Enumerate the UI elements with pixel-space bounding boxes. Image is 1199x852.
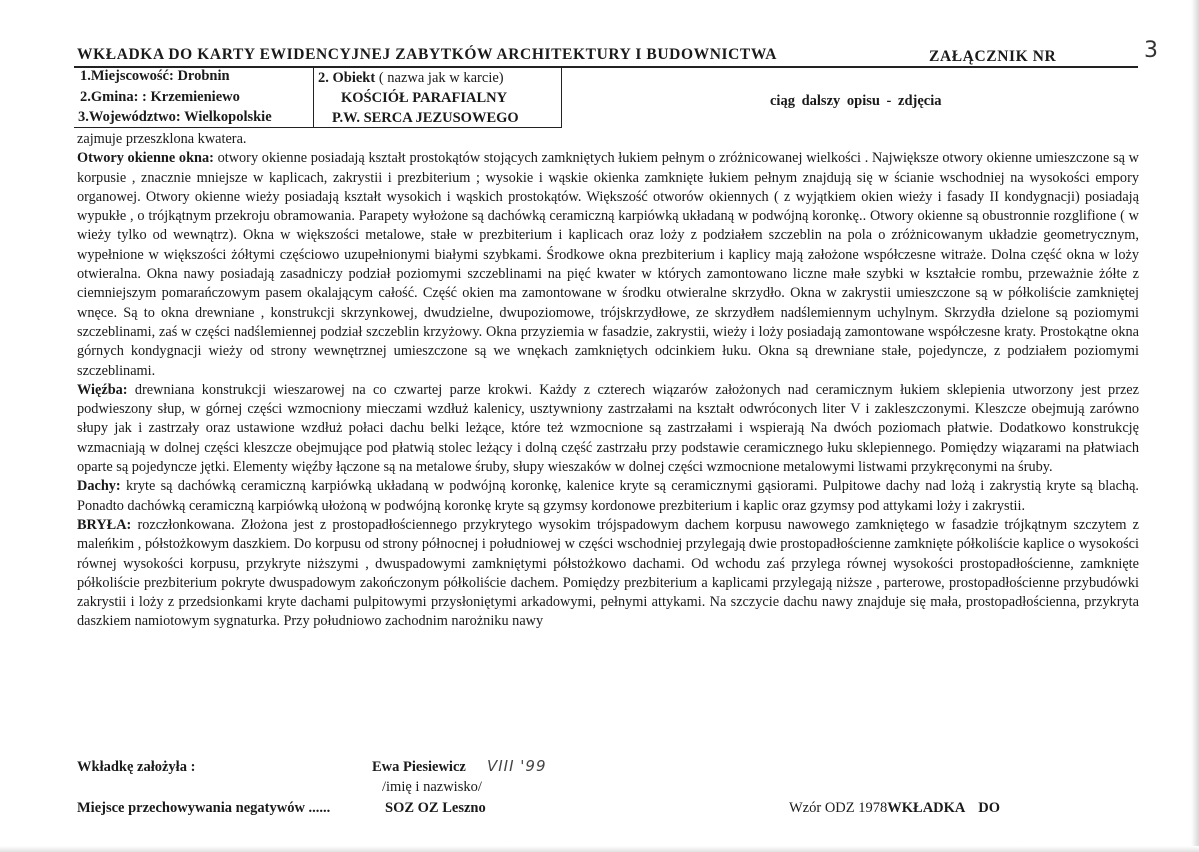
roofs-paragraph — [77, 477, 1139, 516]
object-box — [314, 68, 562, 127]
header-box-bottom-rule — [74, 127, 562, 128]
windows-text: otwory okienne posiadają kształt prostokątów stojących zamkniętych łukiem pełnym o zróżnicowanej wielkości . Największe otwory okienne umieszczone są w korpusie , znacznie mniejsze w kaplicach, zakrystii i prezbiterium ; wysokie i wąskie okienka zamknięte łukiem pełnym znajdują się w ścianie wschodniej na wysokości empory organowej. Otwory okienne wieży posiadają kształt wysokich i wąskich prostokątów. Większość otworów okiennych ( z wyjątkiem okien wieży i fasady II kondygnacji) posiadają wypukłe , o trójkątnym przekroju obramowania. Parapety wyłożone są dachówką ceramiczną karpiówką układaną w podwójną koronkę.. Otwory okienne są obustronnie rozglifione ( w wieży tylko od wewnątrz). Okna w większości metalowe, stałe w prezbiterium i kaplicach oraz loży z podziałem szczeblin na pola o zróżnicowanym układzie geometrycznym, wypełnione w większości żółtymi częściowo uzupełnionymi białymi szybkami. Środkowe okna prezbiterium i kaplicy mają założone współczesne witraże. Dolna część okna w loży otwieralna. Okna nawy posiadają zasadniczy podział poziomymi szczeblinami na pięć kwater w których zamontowano liczne małe szybki w kształcie rombu, przeważnie żółte z ciemniejszym pomarańczowym pasem okalającym całość. Część okien ma zamontowane w środku otwieralne skrzydło. Okna w zakrystii umieszczone są w półkoliście zamkniętej wnęce. Są to okna drewniane , konstrukcji skrzynkowej, dwudzielne, dwupoziomowe, trójskrzydłowe, ze skrzydłem nadślemiennym uchylnym. Skrzydła dzielone są poziomymi szczeblinami, zaś w części nadślemiennej podział szczeblin krzyżowy. Okna przyziemia w fasadzie, zakrystii, wieży i loży posiadają zamontowane współczesne kraty. Prostokątne okna górnych kondygnacji wieży od strony wewnętrznej umieszczone są we wnękach zamkniętych odcinkiem łuku. Okna są drewniane stałe, pojedyncze, z podziałem poziomymi szczeblinami. — [77, 150, 1140, 379]
form-template-label: Wzór ODZ 1978 — [789, 800, 888, 816]
object-name-line1: KOŚCIÓŁ PARAFIALNY — [341, 90, 508, 106]
form-template-bold: WKŁADKA DO — [887, 800, 1000, 816]
negatives-label: Miejsce przechowywania negatywów ...... — [77, 800, 331, 816]
truss-paragraph — [77, 381, 1139, 477]
truss-text: drewniana konstrukcji wieszarowej na co czwartej parze krokwi. Każdy z czterech wiązarów założonych nad ceramicznym łukiem sklepienia utworzony jest przez podwieszony słup, w górnej części wzmocniony mieczami wzdłuż kalenicy, usztywniony zastrzałami na kształt odwróconych liter V i zakleszczonymi. Kleszcze obejmują zarówno słupy jak i zastrzały oraz ustawione wzdłuż połaci dachu belki leżące, które też wzmocnione są zastrzałami i wspierają Na dwóch poziomach płatwie. Dodatkowo konstrukcję wzmacniają w dolnej części kleszcze obejmujące pod płatwią stolec leżący i dolną część zastrzału przy podstawie ceramicznego łuku sklepiennego. Pomiędzy wiązarami na płatwiach oparte są pojedyncze jętki. Elementy więźby łączone są na metalowe śruby, słupy wieszaków w dolnej części wzmocnione metalowymi listwami przykręconymi na śruby. — [77, 381, 1139, 476]
name-hint: /imię i nazwisko/ — [382, 779, 482, 795]
author-label: Wkładkę założyła : — [77, 759, 196, 775]
attachment-label: ZAŁĄCZNIK NR — [929, 48, 1057, 65]
attachment-number-handwritten: 3 — [1144, 38, 1158, 63]
truss-heading: Więźba: — [77, 381, 128, 398]
intro-line: zajmuje przeszklona kwatera. — [77, 131, 247, 147]
roofs-heading: Dachy: — [77, 478, 121, 495]
scan-edge-shadow-right — [1191, 0, 1199, 852]
mass-text: rozczłonkowana. Złożona jest z prostopadłościennego przykrytego wysokim trójspadowym dachem korpusu nawowego zamkniętego w fasadzie trójkątnym szczytem z maleńkim , półstożkowym daszkiem. Do korpusu od strony północnej i południowej w części wschodniej przylegają dwie prostopadłościenne zamknięte półkoliście kaplice o wysokości równej wysokości korpusu, przykryte niższymi , dwuspadowymi zamkniętymi półstożkowo dachami. Od wchodu zaś przylega równej wysokości prostopadłościenne, zamknięte półkoliście prezbiterium pokryte dwuspadowym zakończonym półkoliście dachem. Pomiędzy prezbiterium a kaplicami przylegają niższe , parterowe, prostopadłościenne przybudówki zakrystii i loży z przedsionkami kryte dachami pulpitowymi przysłoniętymi arkadowymi, pełnymi attykami. Na szczycie dachu nawy znajduje się mała, prostopadłościenna, przykryta daszkiem namiotowym sygnaturka. Przy południowo zachodnim narożniku nawy — [77, 516, 1139, 630]
object-label: 2. Obiekt — [318, 70, 376, 86]
roofs-text: kryte są dachówką ceramiczną karpiówką układaną w podwójną koronkę, kalenice kryte są ceramicznymi gąsiorami. Pulpitowe dachy nad lożą i zakrystią kryte są blachą. Ponadto dachówką ceramiczną karpiówką ułożoną w podwójną koronkę kryte są gzymsy kordonowe prezbiterium i kaplic oraz gzymsy pod attykami loży i zakrystii. — [77, 478, 1139, 514]
windows-heading: Otwory okienne okna: — [77, 150, 214, 167]
voivodeship-row — [78, 109, 272, 126]
form-template — [789, 800, 1000, 817]
windows-paragraph — [77, 149, 1139, 381]
continuation-note: ciąg dalszy opisu - zdjęcia — [770, 93, 942, 109]
voivodeship-value: Wielkopolskie — [184, 109, 272, 125]
object-name-line2: P.W. SERCA JEZUSOWEGO — [332, 110, 519, 126]
commune-label: 2.Gmina: : — [80, 89, 147, 105]
commune-value: Krzemieniewo — [150, 89, 240, 105]
negatives-value: SOZ OZ Leszno — [385, 800, 486, 816]
document-header — [77, 38, 1158, 66]
document-title: WKŁADKA DO KARTY EWIDENCYJNEJ ZABYTKÓW ARCHITEKTURY I BUDOWNICTWA — [77, 46, 778, 63]
commune-row — [80, 89, 240, 106]
scan-edge-shadow-bottom — [0, 846, 1199, 852]
mass-heading: BRYŁA: — [77, 516, 132, 533]
town-label: 1.Miejscowość: — [80, 68, 174, 84]
object-label-note: ( nazwa jak w karcie) — [378, 70, 504, 86]
location-box — [74, 68, 314, 127]
author-name: Ewa Piesiewicz — [372, 759, 466, 775]
voivodeship-label: 3.Województwo: — [78, 109, 181, 125]
description-body — [77, 130, 1139, 632]
mass-paragraph — [77, 516, 1139, 632]
town-row — [80, 68, 230, 85]
object-label-row — [318, 70, 504, 87]
handwritten-date: VIII '99 — [487, 757, 547, 775]
town-value: Drobnin — [177, 68, 230, 84]
